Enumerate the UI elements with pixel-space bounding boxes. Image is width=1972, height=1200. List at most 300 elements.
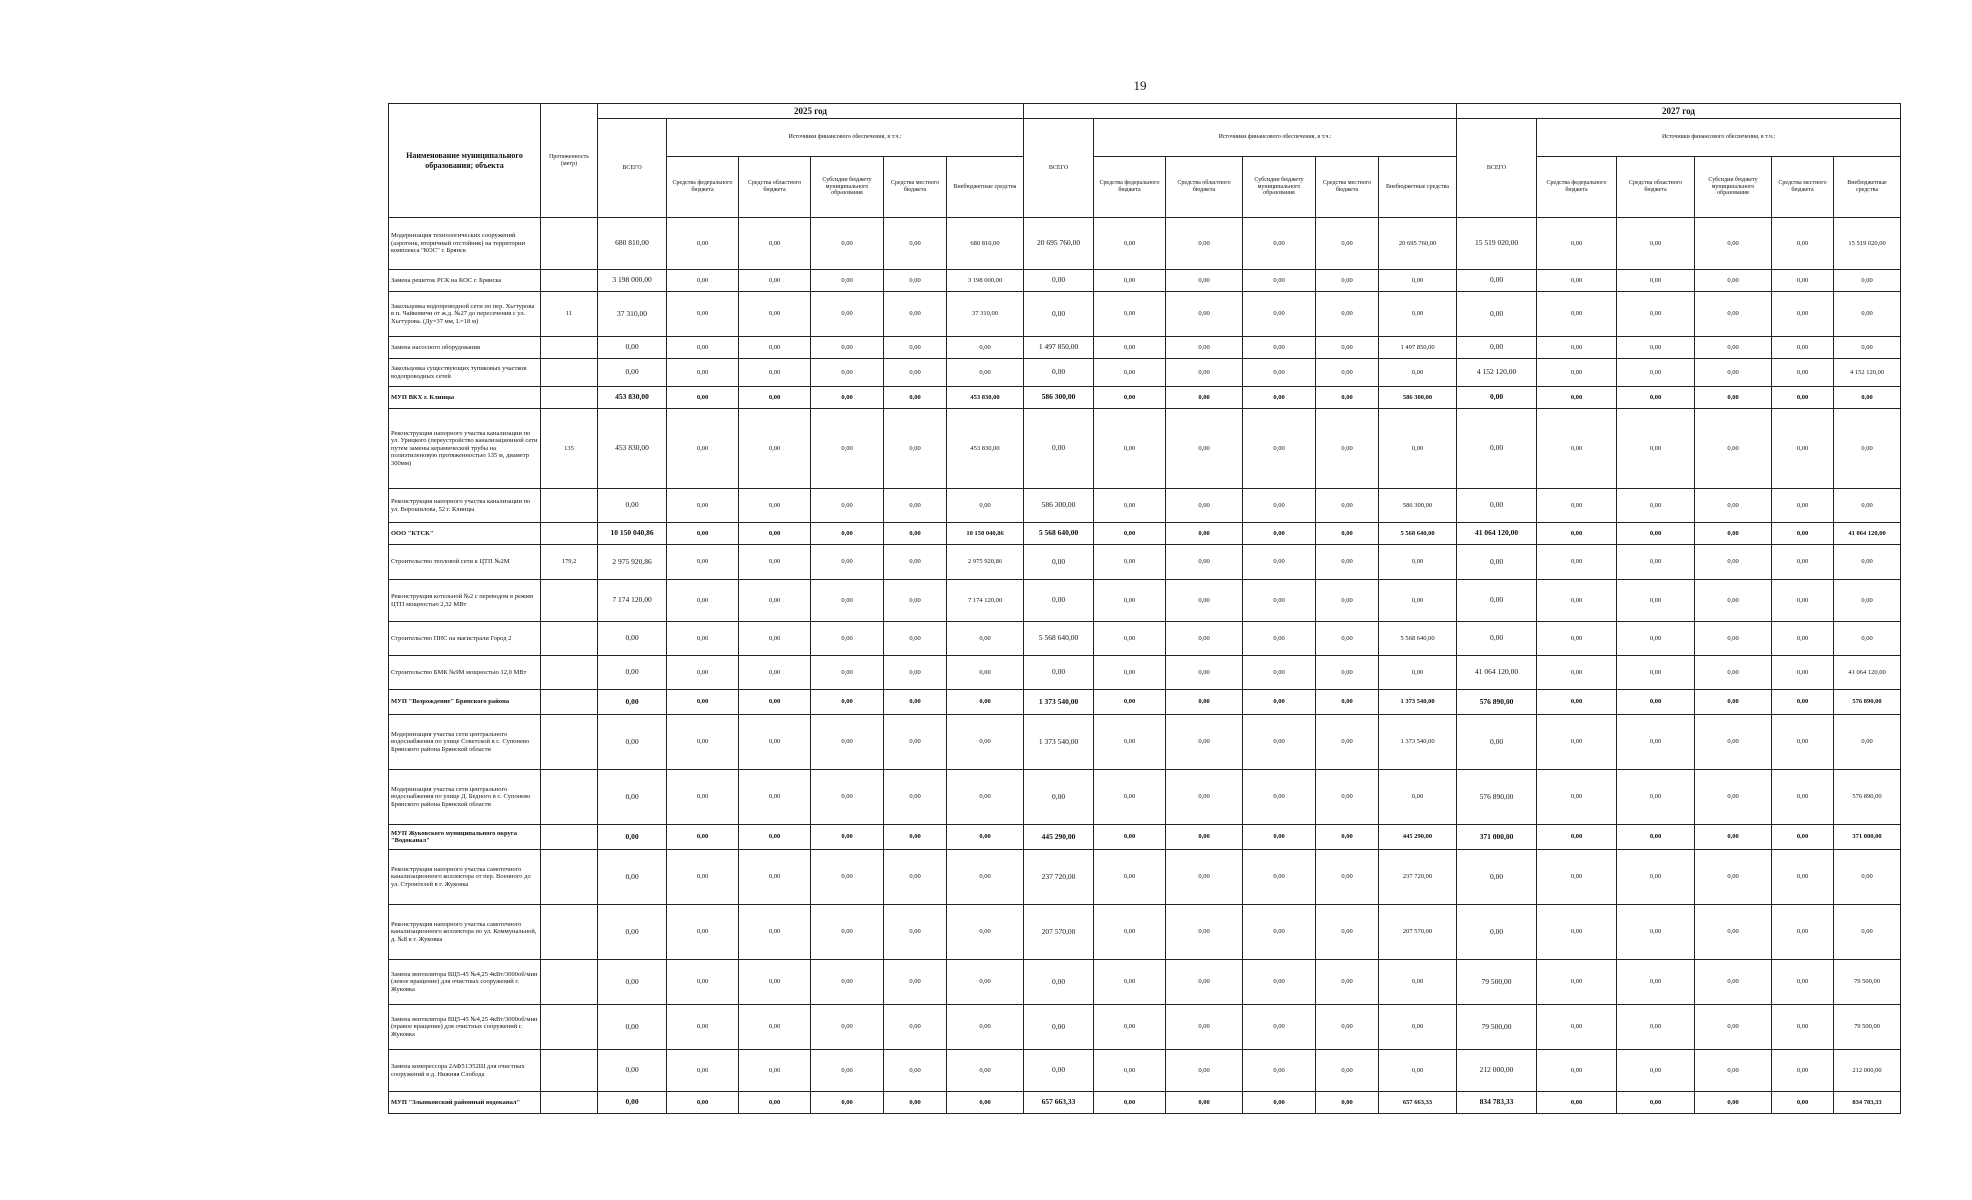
total-cell: 41 064 120,00 (1457, 656, 1537, 690)
header-year-2027: 2027 год (1457, 104, 1901, 119)
amount-cell: 0,00 (1094, 337, 1166, 359)
total-cell: 237 720,00 (1024, 850, 1094, 905)
amount-cell: 0,00 (947, 850, 1024, 905)
length-cell (541, 656, 598, 690)
amount-cell: 0,00 (884, 337, 947, 359)
amount-cell: 0,00 (1379, 270, 1457, 292)
amount-cell: 0,00 (947, 715, 1024, 770)
amount-cell: 0,00 (1834, 580, 1901, 622)
amount-cell: 0,00 (1695, 1005, 1772, 1050)
amount-cell: 0,00 (667, 580, 739, 622)
total-cell: 0,00 (598, 960, 667, 1005)
amount-cell: 0,00 (1094, 359, 1166, 387)
amount-cell: 0,00 (1772, 850, 1834, 905)
amount-cell: 20 695 760,00 (1379, 218, 1457, 270)
table-row (389, 359, 1901, 387)
amount-cell: 0,00 (1243, 1050, 1316, 1092)
total-cell: 0,00 (1457, 850, 1537, 905)
amount-cell: 0,00 (884, 1050, 947, 1092)
amount-cell: 0,00 (1772, 523, 1834, 545)
header-year-2025: 2025 год (598, 104, 1024, 119)
length-cell (541, 622, 598, 656)
amount-cell: 0,00 (884, 850, 947, 905)
total-cell: 0,00 (1457, 622, 1537, 656)
table-row (389, 960, 1901, 1005)
amount-cell: 0,00 (1617, 1005, 1695, 1050)
amount-cell: 0,00 (1166, 337, 1243, 359)
amount-cell: 0,00 (1316, 337, 1379, 359)
header-regional: Средства областного бюджета (1166, 157, 1243, 218)
total-cell: 0,00 (598, 825, 667, 850)
table-row (389, 292, 1901, 337)
amount-cell: 0,00 (1316, 545, 1379, 580)
organization-row (389, 523, 1901, 545)
total-cell: 453 830,00 (598, 387, 667, 409)
amount-cell: 0,00 (1243, 770, 1316, 825)
amount-cell: 0,00 (1772, 1050, 1834, 1092)
total-cell: 5 568 640,00 (1024, 523, 1094, 545)
amount-cell: 0,00 (1316, 850, 1379, 905)
amount-cell: 0,00 (1243, 489, 1316, 523)
total-cell: 0,00 (598, 337, 667, 359)
total-cell: 0,00 (1024, 656, 1094, 690)
amount-cell: 0,00 (739, 270, 811, 292)
object-name: Замена насосного оборудования (389, 337, 541, 359)
table-row (389, 580, 1901, 622)
amount-cell: 0,00 (947, 960, 1024, 1005)
total-cell: 2 975 920,86 (598, 545, 667, 580)
amount-cell: 0,00 (1834, 292, 1901, 337)
amount-cell: 0,00 (1094, 1092, 1166, 1114)
amount-cell: 0,00 (739, 1092, 811, 1114)
total-cell: 0,00 (1457, 337, 1537, 359)
amount-cell: 0,00 (1316, 218, 1379, 270)
total-cell: 0,00 (598, 690, 667, 715)
length-cell (541, 1050, 598, 1092)
amount-cell: 834 783,33 (1834, 1092, 1901, 1114)
amount-cell: 0,00 (1772, 270, 1834, 292)
amount-cell: 0,00 (1695, 690, 1772, 715)
amount-cell: 0,00 (1695, 656, 1772, 690)
organization-row (389, 690, 1901, 715)
amount-cell: 0,00 (1772, 409, 1834, 489)
amount-cell: 0,00 (1316, 387, 1379, 409)
amount-cell: 0,00 (1243, 523, 1316, 545)
amount-cell: 0,00 (1094, 715, 1166, 770)
amount-cell: 0,00 (1695, 359, 1772, 387)
amount-cell: 0,00 (1379, 960, 1457, 1005)
amount-cell: 0,00 (1537, 359, 1617, 387)
amount-cell: 0,00 (1243, 545, 1316, 580)
amount-cell: 0,00 (1166, 218, 1243, 270)
header-total: ВСЕГО (598, 119, 667, 218)
amount-cell: 0,00 (1094, 545, 1166, 580)
amount-cell: 680 810,00 (947, 218, 1024, 270)
amount-cell: 0,00 (1695, 489, 1772, 523)
page-number: 19 (1133, 78, 1147, 93)
amount-cell: 0,00 (884, 1092, 947, 1114)
amount-cell: 0,00 (947, 622, 1024, 656)
amount-cell: 0,00 (811, 218, 884, 270)
amount-cell: 0,00 (1166, 523, 1243, 545)
total-cell: 586 300,00 (1024, 489, 1094, 523)
amount-cell: 0,00 (1166, 1092, 1243, 1114)
amount-cell: 0,00 (1617, 523, 1695, 545)
amount-cell: 0,00 (1537, 1005, 1617, 1050)
amount-cell: 0,00 (884, 270, 947, 292)
amount-cell: 0,00 (1695, 580, 1772, 622)
header-regional: Средства областного бюджета (739, 157, 811, 218)
amount-cell: 0,00 (1243, 905, 1316, 960)
total-cell: 20 695 760,00 (1024, 218, 1094, 270)
object-name: Модернизация участка сети центрального водоснабжения по улице Советской в с. Супонево Брянского района Брянской области (389, 715, 541, 770)
amount-cell: 0,00 (1166, 825, 1243, 850)
amount-cell: 4 152 120,00 (1834, 359, 1901, 387)
total-cell: 657 663,33 (1024, 1092, 1094, 1114)
amount-cell: 0,00 (1537, 656, 1617, 690)
amount-cell: 0,00 (739, 850, 811, 905)
amount-cell: 0,00 (1772, 387, 1834, 409)
amount-cell: 0,00 (1243, 387, 1316, 409)
header-total: ВСЕГО (1024, 119, 1094, 218)
amount-cell: 0,00 (1094, 270, 1166, 292)
header-subsidy: Субсидии бюджету муниципального образования (811, 157, 884, 218)
amount-cell: 0,00 (947, 1005, 1024, 1050)
amount-cell: 0,00 (1695, 622, 1772, 656)
total-cell: 576 890,00 (1457, 690, 1537, 715)
amount-cell: 0,00 (1772, 905, 1834, 960)
amount-cell: 0,00 (1772, 545, 1834, 580)
amount-cell: 0,00 (667, 1050, 739, 1092)
amount-cell: 0,00 (947, 770, 1024, 825)
total-cell: 0,00 (598, 770, 667, 825)
amount-cell: 0,00 (1834, 622, 1901, 656)
amount-cell: 0,00 (811, 1005, 884, 1050)
header-subsidy: Субсидии бюджету муниципального образования (1243, 157, 1316, 218)
amount-cell: 0,00 (1695, 715, 1772, 770)
amount-cell: 79 500,00 (1834, 960, 1901, 1005)
amount-cell: 0,00 (947, 656, 1024, 690)
amount-cell: 0,00 (1243, 850, 1316, 905)
amount-cell: 0,00 (884, 292, 947, 337)
amount-cell: 0,00 (1316, 715, 1379, 770)
amount-cell: 0,00 (811, 715, 884, 770)
amount-cell: 0,00 (1094, 690, 1166, 715)
amount-cell: 1 373 540,00 (1379, 715, 1457, 770)
total-cell: 0,00 (598, 489, 667, 523)
amount-cell: 0,00 (1379, 770, 1457, 825)
amount-cell: 0,00 (739, 770, 811, 825)
amount-cell: 0,00 (1316, 523, 1379, 545)
amount-cell: 0,00 (1537, 1092, 1617, 1114)
amount-cell: 0,00 (1166, 270, 1243, 292)
amount-cell: 0,00 (1695, 960, 1772, 1005)
amount-cell: 0,00 (1166, 292, 1243, 337)
amount-cell: 0,00 (1772, 770, 1834, 825)
amount-cell: 0,00 (884, 1005, 947, 1050)
amount-cell: 0,00 (739, 337, 811, 359)
amount-cell: 0,00 (1316, 1005, 1379, 1050)
amount-cell: 0,00 (1617, 715, 1695, 770)
header-local: Средства местного бюджета (1316, 157, 1379, 218)
length-cell: 11 (541, 292, 598, 337)
amount-cell: 0,00 (1379, 580, 1457, 622)
total-cell: 0,00 (598, 905, 667, 960)
table-row (389, 1005, 1901, 1050)
object-name: Реконструкция напорного участка канализации по ул. Ворошилова, 52 г. Клинцы (389, 489, 541, 523)
amount-cell: 0,00 (947, 337, 1024, 359)
amount-cell: 0,00 (1617, 545, 1695, 580)
object-name: Модернизация технологических сооружений (аэротенк, вторичный отстойник) на территории комплекса "КОС" г. Брянск (389, 218, 541, 270)
table-row (389, 622, 1901, 656)
length-cell (541, 387, 598, 409)
amount-cell: 0,00 (1166, 690, 1243, 715)
amount-cell: 5 568 640,00 (1379, 622, 1457, 656)
total-cell: 207 570,00 (1024, 905, 1094, 960)
amount-cell: 0,00 (1379, 1005, 1457, 1050)
amount-cell: 41 064 120,00 (1834, 656, 1901, 690)
amount-cell: 0,00 (667, 770, 739, 825)
amount-cell: 0,00 (667, 218, 739, 270)
amount-cell: 0,00 (1094, 1005, 1166, 1050)
amount-cell: 0,00 (1695, 292, 1772, 337)
amount-cell: 0,00 (811, 409, 884, 489)
amount-cell: 0,00 (1537, 545, 1617, 580)
total-cell: 445 290,00 (1024, 825, 1094, 850)
amount-cell: 0,00 (947, 905, 1024, 960)
table-row (389, 770, 1901, 825)
amount-cell: 0,00 (1772, 359, 1834, 387)
amount-cell: 1 373 540,00 (1379, 690, 1457, 715)
object-name: Замена вентилятора ВЦ5-45 №4,25 4кВт/3000об/мин (правое вращение) для очистных сооружений г. Жуковка (389, 1005, 541, 1050)
amount-cell: 0,00 (1617, 218, 1695, 270)
header-extrabudget: Внебюджетные средства (947, 157, 1024, 218)
total-cell: 1 497 850,00 (1024, 337, 1094, 359)
length-cell (541, 337, 598, 359)
table-row (389, 715, 1901, 770)
amount-cell: 1 497 850,00 (1379, 337, 1457, 359)
amount-cell: 0,00 (1772, 1005, 1834, 1050)
amount-cell: 0,00 (667, 825, 739, 850)
amount-cell: 0,00 (1094, 1050, 1166, 1092)
total-cell: 0,00 (1024, 770, 1094, 825)
object-name: Замена вентилятора ВЦ5-45 №4,25 4кВт/3000об/мин (левое вращение) для очистных сооружений г. Жуковка (389, 960, 541, 1005)
total-cell: 371 000,00 (1457, 825, 1537, 850)
length-cell (541, 489, 598, 523)
header-extrabudget: Внебюджетные средства (1379, 157, 1457, 218)
amount-cell: 0,00 (1094, 656, 1166, 690)
amount-cell: 0,00 (739, 825, 811, 850)
object-name: Закольцовка водопроводной сети по пер. Хьгтурова в п. Чайковичи от ж.д. №27 до пересечения с ул. Хьгтурова. (Ду=37 мм, L=18 м) (389, 292, 541, 337)
amount-cell: 0,00 (1166, 770, 1243, 825)
amount-cell: 0,00 (1166, 580, 1243, 622)
amount-cell: 0,00 (1537, 387, 1617, 409)
length-cell: 135 (541, 409, 598, 489)
amount-cell: 0,00 (1617, 850, 1695, 905)
total-cell: 0,00 (1024, 1005, 1094, 1050)
amount-cell: 0,00 (1537, 850, 1617, 905)
amount-cell: 0,00 (1772, 337, 1834, 359)
amount-cell: 5 568 640,00 (1379, 523, 1457, 545)
amount-cell: 0,00 (1772, 960, 1834, 1005)
amount-cell: 0,00 (1243, 825, 1316, 850)
amount-cell: 0,00 (1094, 850, 1166, 905)
amount-cell: 0,00 (1243, 359, 1316, 387)
length-cell (541, 850, 598, 905)
amount-cell: 0,00 (1094, 825, 1166, 850)
total-cell: 5 568 640,00 (1024, 622, 1094, 656)
object-name: МУП ВКХ г. Клинцы (389, 387, 541, 409)
amount-cell: 0,00 (1695, 387, 1772, 409)
amount-cell: 0,00 (1537, 622, 1617, 656)
amount-cell: 0,00 (1243, 1092, 1316, 1114)
header-total: ВСЕГО (1457, 119, 1537, 218)
amount-cell: 0,00 (1617, 580, 1695, 622)
amount-cell: 0,00 (1695, 545, 1772, 580)
amount-cell: 0,00 (1617, 270, 1695, 292)
object-name: Реконструкция напорного участка канализации по ул. Урицкого (переустройство канализационной сети путем замены керамической трубы на полиэтиленовую протяженностью 135 м, диаметр 300мм) (389, 409, 541, 489)
total-cell: 0,00 (598, 1092, 667, 1114)
amount-cell: 0,00 (811, 1050, 884, 1092)
amount-cell: 0,00 (1316, 1092, 1379, 1114)
length-cell (541, 359, 598, 387)
amount-cell: 0,00 (884, 489, 947, 523)
table-row (389, 489, 1901, 523)
amount-cell: 0,00 (1094, 960, 1166, 1005)
amount-cell: 0,00 (739, 905, 811, 960)
total-cell: 453 830,00 (598, 409, 667, 489)
amount-cell: 207 570,00 (1379, 905, 1457, 960)
table-body (389, 218, 1901, 1114)
amount-cell: 0,00 (811, 960, 884, 1005)
total-cell: 15 519 020,00 (1457, 218, 1537, 270)
amount-cell: 0,00 (667, 1092, 739, 1114)
amount-cell: 0,00 (1316, 825, 1379, 850)
total-cell: 41 064 120,00 (1457, 523, 1537, 545)
total-cell: 37 310,00 (598, 292, 667, 337)
amount-cell: 0,00 (667, 387, 739, 409)
amount-cell: 0,00 (739, 218, 811, 270)
amount-cell: 0,00 (667, 905, 739, 960)
length-cell (541, 905, 598, 960)
amount-cell: 10 150 040,86 (947, 523, 1024, 545)
amount-cell: 0,00 (739, 387, 811, 409)
amount-cell: 0,00 (1166, 387, 1243, 409)
amount-cell: 0,00 (1772, 622, 1834, 656)
total-cell: 0,00 (1024, 359, 1094, 387)
amount-cell: 0,00 (1617, 1050, 1695, 1092)
amount-cell: 0,00 (1166, 409, 1243, 489)
object-name: Строительство БМК №9М мощностью 12,0 МВт (389, 656, 541, 690)
amount-cell: 15 519 020,00 (1834, 218, 1901, 270)
amount-cell: 0,00 (1166, 960, 1243, 1005)
amount-cell: 0,00 (1537, 960, 1617, 1005)
amount-cell: 37 310,00 (947, 292, 1024, 337)
organization-row (389, 1092, 1901, 1114)
amount-cell: 0,00 (947, 825, 1024, 850)
header-local: Средства местного бюджета (884, 157, 947, 218)
amount-cell: 0,00 (739, 1005, 811, 1050)
amount-cell: 0,00 (739, 690, 811, 715)
table-row (389, 337, 1901, 359)
total-cell: 0,00 (598, 1005, 667, 1050)
amount-cell: 0,00 (884, 622, 947, 656)
total-cell: 0,00 (1024, 270, 1094, 292)
amount-cell: 0,00 (1166, 715, 1243, 770)
amount-cell: 0,00 (1617, 409, 1695, 489)
total-cell: 0,00 (598, 715, 667, 770)
amount-cell: 0,00 (1537, 270, 1617, 292)
header-year-2026 (1024, 104, 1457, 119)
total-cell: 0,00 (1457, 489, 1537, 523)
total-cell: 834 783,33 (1457, 1092, 1537, 1114)
total-cell: 576 890,00 (1457, 770, 1537, 825)
amount-cell: 576 890,00 (1834, 690, 1901, 715)
amount-cell: 0,00 (1617, 489, 1695, 523)
length-cell: 179,2 (541, 545, 598, 580)
amount-cell: 0,00 (1537, 409, 1617, 489)
amount-cell: 0,00 (884, 359, 947, 387)
total-cell: 3 198 000,00 (598, 270, 667, 292)
amount-cell: 0,00 (884, 409, 947, 489)
amount-cell: 0,00 (1379, 292, 1457, 337)
total-cell: 0,00 (1024, 1050, 1094, 1092)
header-local: Средства местного бюджета (1772, 157, 1834, 218)
amount-cell: 0,00 (811, 387, 884, 409)
amount-cell: 0,00 (667, 409, 739, 489)
amount-cell: 0,00 (1695, 825, 1772, 850)
length-cell (541, 825, 598, 850)
header-length: Протяженность (метр) (541, 104, 598, 218)
total-cell: 1 373 540,00 (1024, 715, 1094, 770)
organization-row (389, 387, 1901, 409)
object-name: МУП "Возрождение" Брянского района (389, 690, 541, 715)
amount-cell: 0,00 (884, 218, 947, 270)
amount-cell: 0,00 (1695, 905, 1772, 960)
amount-cell: 0,00 (811, 489, 884, 523)
amount-cell: 0,00 (1166, 850, 1243, 905)
amount-cell: 0,00 (884, 387, 947, 409)
amount-cell: 0,00 (1316, 359, 1379, 387)
amount-cell: 0,00 (947, 489, 1024, 523)
header-subsidy: Субсидии бюджету муниципального образования (1695, 157, 1772, 218)
amount-cell: 0,00 (1243, 622, 1316, 656)
header-name: Наименование муниципального образования; объекта (389, 104, 541, 218)
amount-cell: 0,00 (1695, 523, 1772, 545)
object-name: Модернизация участка сети центрального водоснабжения по улице Д. Бедного в с. Супонево Брянского района Брянской области (389, 770, 541, 825)
total-cell: 79 500,00 (1457, 960, 1537, 1005)
amount-cell: 0,00 (1834, 337, 1901, 359)
amount-cell: 0,00 (811, 292, 884, 337)
length-cell (541, 770, 598, 825)
amount-cell: 0,00 (1834, 270, 1901, 292)
amount-cell: 0,00 (1772, 292, 1834, 337)
amount-cell: 0,00 (1379, 1050, 1457, 1092)
amount-cell: 0,00 (1772, 580, 1834, 622)
header-sources: Источники финансового обеспечения, в т.ч.: (1537, 119, 1901, 157)
object-name: Закольцовка существующих тупиковых участков водопроводных сетей (389, 359, 541, 387)
total-cell: 0,00 (1457, 545, 1537, 580)
amount-cell: 0,00 (1316, 409, 1379, 489)
amount-cell: 0,00 (1695, 1092, 1772, 1114)
amount-cell: 371 000,00 (1834, 825, 1901, 850)
amount-cell: 0,00 (1243, 218, 1316, 270)
table-row (389, 270, 1901, 292)
amount-cell: 0,00 (1316, 770, 1379, 825)
total-cell: 212 000,00 (1457, 1050, 1537, 1092)
amount-cell: 0,00 (739, 359, 811, 387)
amount-cell: 0,00 (1537, 1050, 1617, 1092)
